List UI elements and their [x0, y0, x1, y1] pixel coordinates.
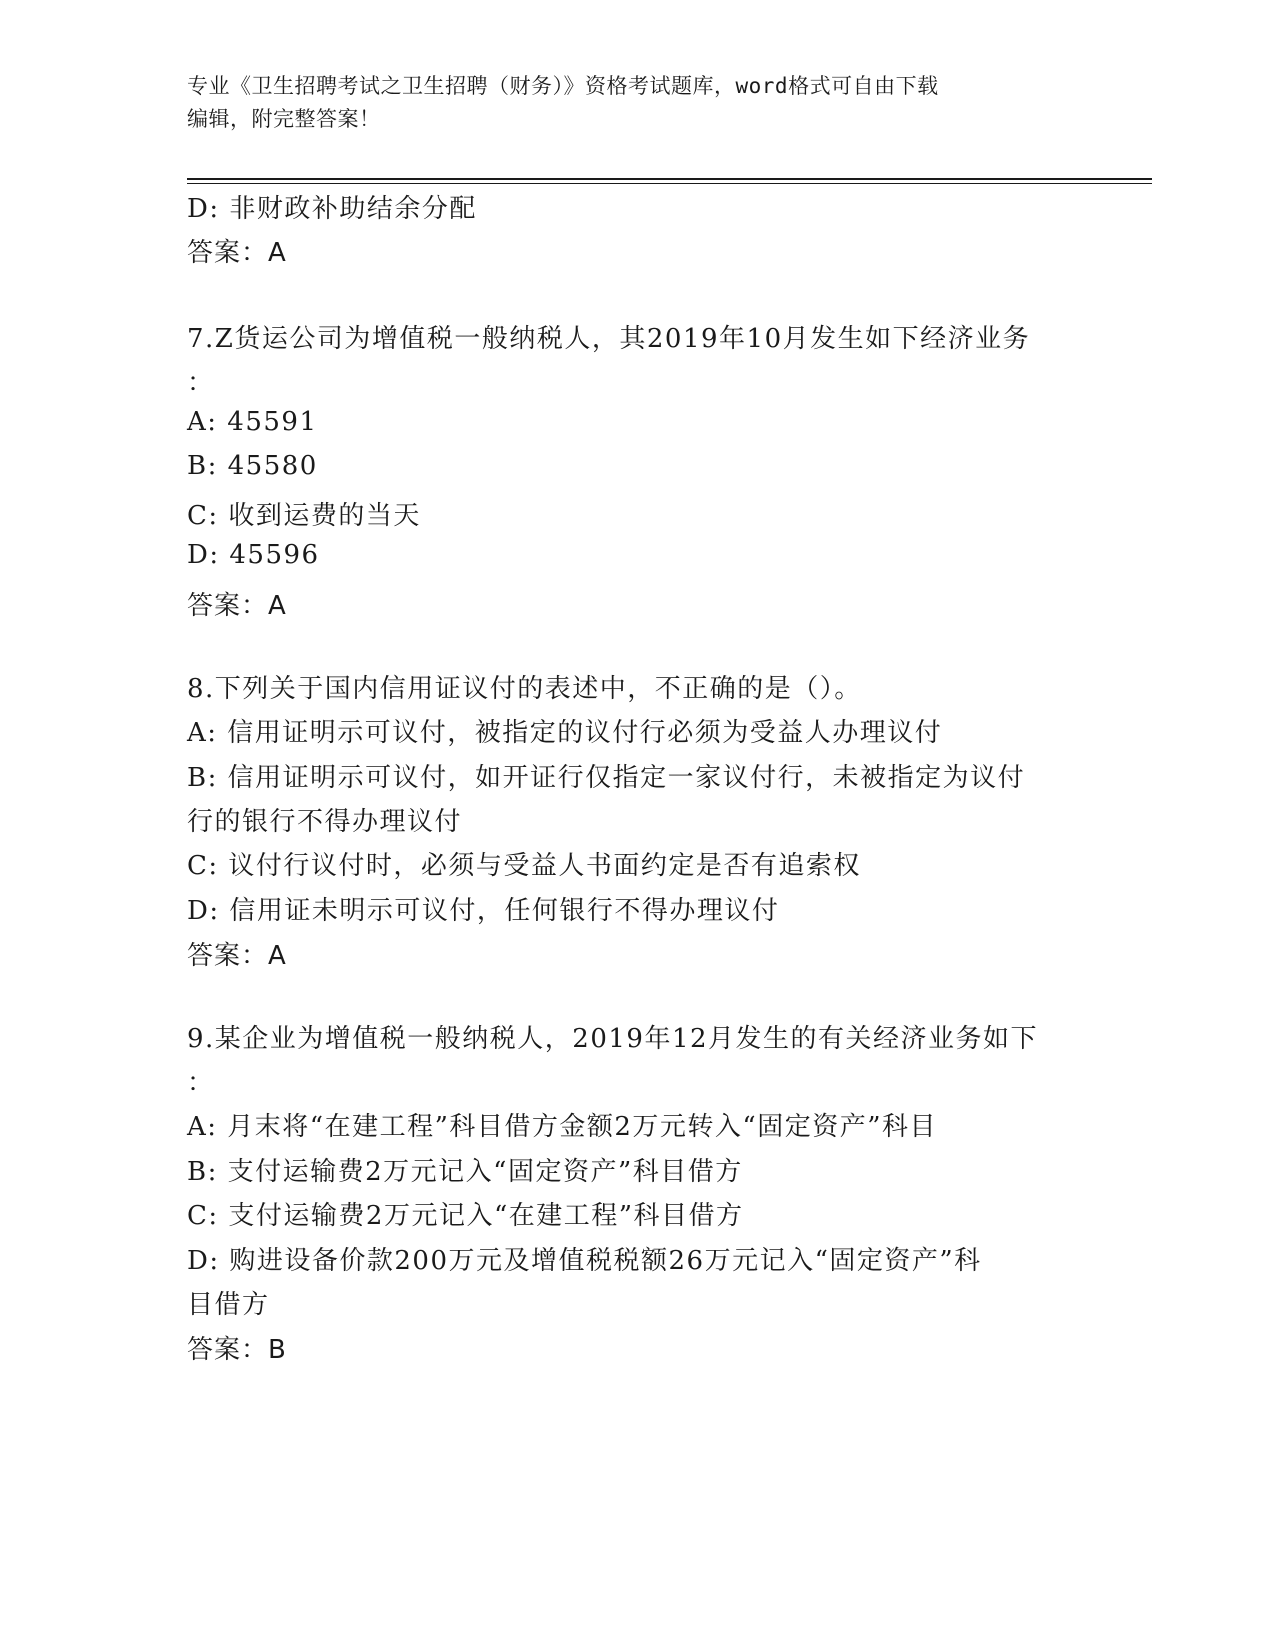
- q7-option-c: C: 收到运费的当天: [187, 501, 421, 531]
- q7-stem-line-1: 7.Z货运公司为增值税一般纳税人，其2019年10月发生如下经济业务: [187, 324, 1031, 354]
- document-header: [187, 70, 1087, 136]
- q8-option-a: A: 信用证明示可议付，被指定的议付行必须为受益人办理议付: [187, 718, 943, 748]
- q7-answer: 答案：A: [187, 591, 287, 621]
- q7-stem-line-2: ：: [187, 368, 215, 398]
- q9-stem-line-2: ：: [187, 1068, 215, 1098]
- q9-option-d-line-1: D: 购进设备价款200万元及增值税税额26万元记入“固定资产”科: [187, 1246, 982, 1276]
- header-rule-thick: [187, 178, 1152, 180]
- q9-option-b: B: 支付运输费2万元记入“固定资产”科目借方: [187, 1157, 743, 1187]
- q7-option-a: A: 45591: [187, 407, 318, 437]
- q8-stem: 8.下列关于国内信用证议付的表述中，不正确的是（）。: [187, 674, 862, 704]
- q9-option-a: A: 月末将“在建工程”科目借方金额2万元转入“固定资产”科目: [187, 1112, 938, 1142]
- q9-stem-line-1: 9.某企业为增值税一般纳税人，2019年12月发生的有关经济业务如下: [187, 1024, 1039, 1054]
- q8-answer: 答案：A: [187, 941, 287, 971]
- q9-answer: 答案：B: [187, 1335, 287, 1365]
- q8-option-b-line-2: 行的银行不得办理议付: [187, 807, 463, 837]
- q8-option-c: C: 议付行议付时，必须与受益人书面约定是否有追索权: [187, 851, 861, 881]
- header-line-1: 专业《卫生招聘考试之卫生招聘（财务）》资格考试题库，word格式可自由下载: [187, 74, 939, 98]
- q7-option-d: D: 45596: [187, 540, 320, 570]
- q8-option-d: D: 信用证未明示可议付，任何银行不得办理议付: [187, 896, 780, 926]
- q7-option-b: B: 45580: [187, 451, 318, 481]
- prev-question-option-d: D: 非财政补助结余分配: [187, 194, 477, 224]
- header-rule-thin: [187, 183, 1152, 184]
- q8-option-b-line-1: B: 信用证明示可议付，如开证行仅指定一家议付行，未被指定为议付: [187, 763, 1026, 793]
- prev-question-answer: 答案：A: [187, 238, 287, 268]
- header-line-2: 编辑，附完整答案！: [187, 107, 381, 131]
- q9-option-c: C: 支付运输费2万元记入“在建工程”科目借方: [187, 1201, 744, 1231]
- q9-option-d-line-2: 目借方: [187, 1290, 270, 1320]
